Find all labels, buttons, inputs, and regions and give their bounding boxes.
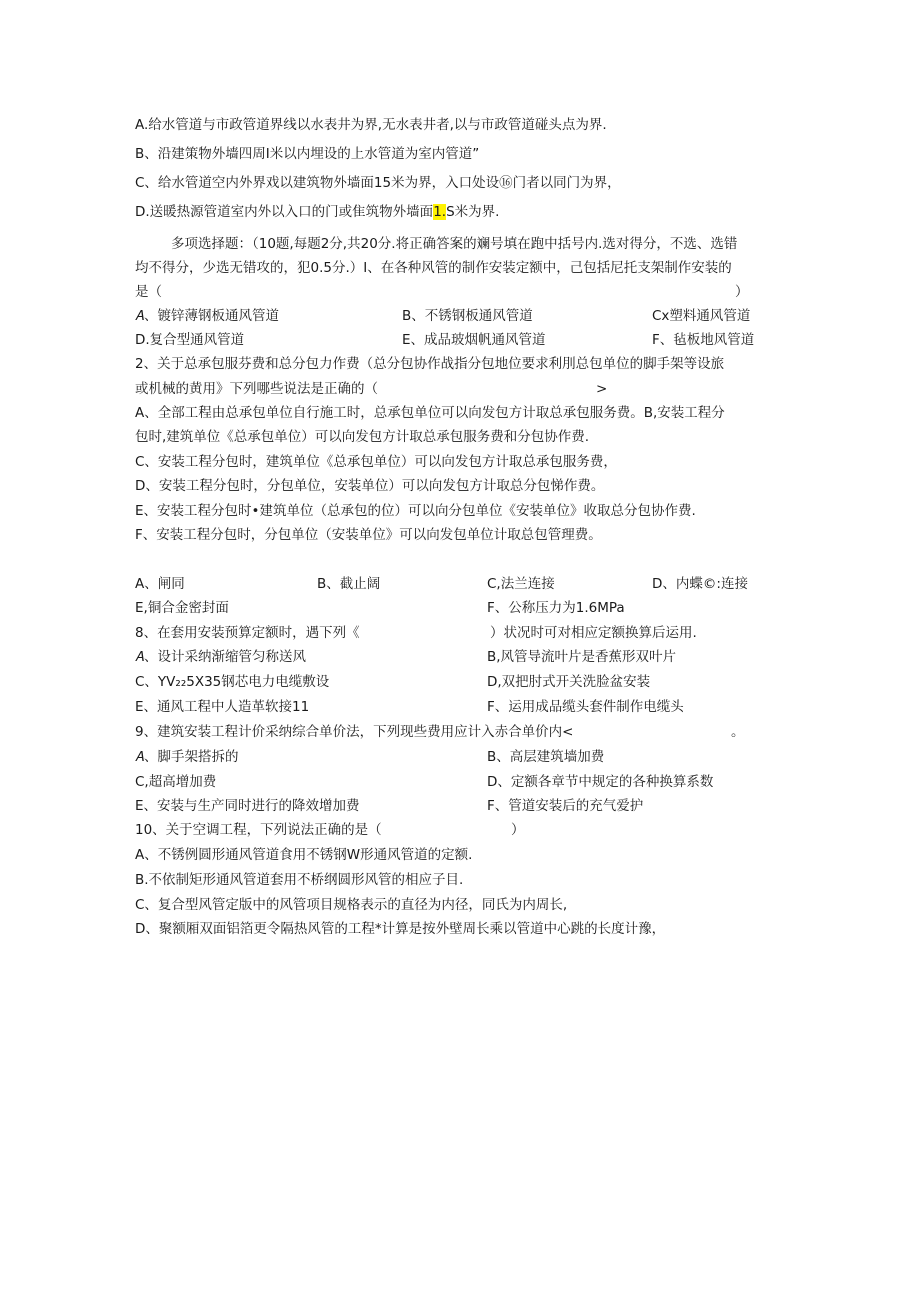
text-fragment: ）状况时可对相应定额换算后运用.	[490, 625, 697, 641]
text-line: C、给水管道空内外界戏以建筑物外墙面15米为界，入口处设⑯门者以同门为界，	[135, 175, 621, 191]
option: E、安装与生产同时进行的降效增加费	[135, 798, 360, 814]
text-line	[135, 380, 635, 398]
text-fragment: 是（	[135, 284, 162, 300]
question-stem	[135, 821, 775, 839]
option-line: C、复合型风管定版中的风管项目规格表示的直径为内径，同氏为内周长,	[135, 897, 568, 913]
option-row	[135, 648, 775, 666]
option: D.复合型通风管道	[135, 332, 245, 348]
option-line: 包时,建筑单位《总承包单位）可以向发包方计取总承包服务费和分包协作费.	[135, 429, 590, 445]
text-fragment: ）	[511, 822, 525, 838]
option-line: C、安装工程分包时，建筑单位《总承包单位）可以向发包方计取总承包服务费，	[135, 454, 617, 470]
option-line: D、安装工程分包时，分包单位，安装单位）可以向发包方计取总分包悌作费。	[135, 478, 605, 494]
section-heading: 多项选择题：（10题,每题2分,共20分.将正确答案的斓号填在跑中括号内.选对得分，不选、选错	[171, 236, 738, 252]
question-stem: 2、关于总承包服芬费和总分包力作费（总分包协作战指分包地位要求利刖总包单位的脚手架等设旅	[135, 356, 725, 372]
option: F、公称压力为1.6MPa	[487, 600, 625, 616]
closing-paren: ）	[735, 284, 749, 300]
text-line: B、沿建策物外墙四周I米以内埋设的上水管道为室内管道”	[135, 146, 480, 162]
option: F、毡板地风管道	[652, 332, 755, 348]
option-line: F、安装工程分包时，分包单位（安装单位》可以向发包单位计取总包管理费。	[135, 527, 602, 543]
text-fragment: 10、关于空调工程，下列说法正确的是（	[135, 822, 382, 838]
question-stem	[135, 723, 775, 741]
highlighted-text: 1.	[433, 204, 447, 220]
option: 𝐴、设计采纳渐缩管匀称送风	[135, 649, 306, 665]
text-fragment: D.送暖热源管道室内外以入口的门或隹筑物外墙面	[135, 204, 434, 220]
option: D、内蝶©:连接	[652, 576, 748, 592]
option-row	[135, 773, 775, 791]
option: F、运用成品缆头套件制作电缆头	[487, 699, 684, 715]
closing-mark: >	[596, 381, 608, 397]
text-fragment: S米为界.	[446, 204, 500, 220]
option: A、闸同	[135, 576, 185, 592]
text-fragment: 9、建筑安装工程计价采纳综合单价法，下列现些费用应计入赤合单价内<	[135, 724, 574, 740]
option-line: E、安装工程分包时•建筑单位（总承包的位）可以向分包单位《安装单位》收取总分包协作费.	[135, 503, 696, 519]
text-fragment: 或机械的黄用》下列哪些说法是正确的（	[135, 381, 378, 397]
option: B、不锈钢板通风管道	[402, 308, 533, 324]
option-row	[135, 748, 775, 766]
text-line: 均不得分，少选无错攻的，犯0.5分.）I、在各种风管的制作安装定额中，己包括尼托支架制作安装的	[135, 260, 732, 276]
option: 𝐴、脚手架搭拆的	[135, 749, 239, 765]
option: E、通风工程中人造革软接11	[135, 699, 310, 715]
option-line: B.不依制矩形通风管道套用不桥纲圆形风管的相应子目.	[135, 872, 464, 888]
option-row	[135, 331, 775, 349]
question-stem	[135, 283, 755, 301]
option: D、定额各章节中规定的各种换算系数	[487, 774, 714, 790]
option-row	[135, 575, 775, 593]
option-line: A、不锈例圆形通风管道食用不锈钢W形通风管道的定额.	[135, 847, 473, 863]
option: D,双把肘式开关洗脸盆安装	[487, 674, 651, 690]
option: Cx塑料通风管道	[652, 308, 751, 324]
text-line: A.给水管道与市政管道界线以水表井为界,无水表井者,以与市政管道碰头点为界.	[135, 117, 607, 133]
option: C、YV₂₂5X35钢芯电力电缆敷设	[135, 674, 330, 690]
option: B、高层建筑墙加费	[487, 749, 605, 765]
text-fragment: 8、在套用安装预算定额时，遇下列《	[135, 625, 360, 641]
option: B,风管导流叶片是香蕉形双叶片	[487, 649, 677, 665]
option-row	[135, 307, 775, 325]
option: F、管道安装后的充气爱护	[487, 798, 644, 814]
option: E,铜合金密封面	[135, 600, 229, 616]
option: C,法兰连接	[487, 576, 555, 592]
option: B、截止阔	[317, 576, 381, 592]
option-row	[135, 673, 775, 691]
option-row	[135, 599, 775, 617]
option-row	[135, 698, 775, 716]
text-fragment: 。	[731, 724, 745, 740]
text-line	[135, 203, 499, 221]
option-row	[135, 797, 775, 815]
option-line: A、全部工程由总承包单位自行施工时，总承包单位可以向发包方计取总承包服务费。B,安装工程分	[135, 405, 725, 421]
option-line: D、聚额厢双面铝箔更令隔热风管的工程*计算是按外壁周长乘以管道中心跳的长度计豫，	[135, 921, 666, 937]
option: E、成品玻烟帆通风管道	[402, 332, 546, 348]
question-stem	[135, 624, 775, 642]
option: C,超高增加费	[135, 774, 217, 790]
option: 𝐴、镀锌薄钢板通风管道	[135, 308, 279, 324]
